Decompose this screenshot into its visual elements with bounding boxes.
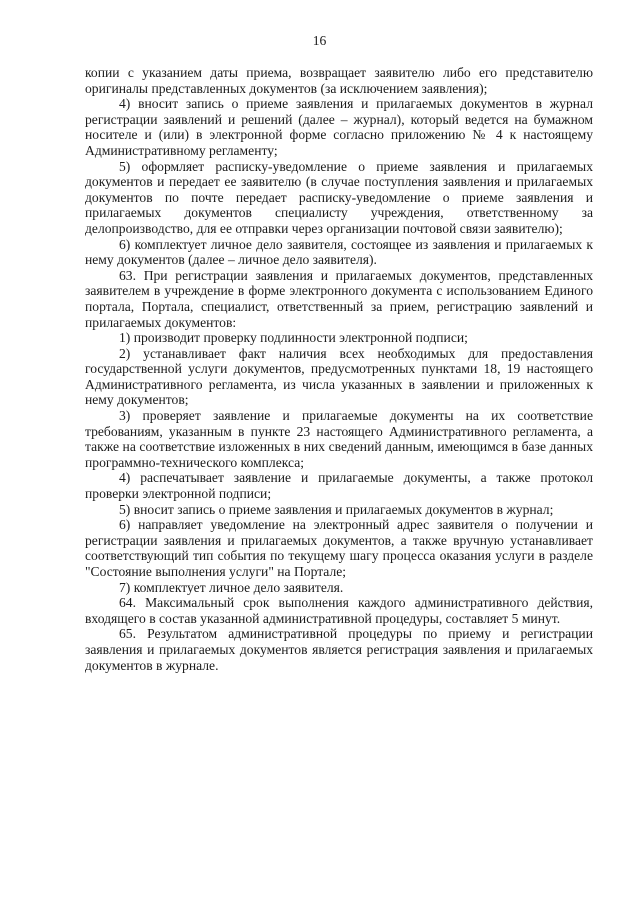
paragraph-63-item-3: 3) проверяет заявление и прилагаемые документы на их соответствие требованиям, указанным в пункте 23 настоящего Административного регламента, а также на соответствие изложенных в них сведений данным, имеющимся в базе данных программно-технического комплекса;	[85, 408, 593, 470]
paragraph-63-item-4: 4) распечатывает заявление и прилагаемые документы, а также протокол проверки электронной подписи;	[85, 470, 593, 502]
paragraph-section-65: 65. Результатом административной процедуры по приему и регистрации заявления и прилагаемых документов является регистрация заявления и прилагаемых документов в журнале.	[85, 626, 593, 673]
paragraph-item-5: 5) оформляет расписку-уведомление о приеме заявления и прилагаемых документов и передает ее заявителю (в случае поступления заявления и прилагаемых документов по почте передает расписку-уведомление о приеме заявления и прилагаемых документов специалисту учреждения, ответственному за делопроизводство, для ее отправки через организации почтовой связи заявителю);	[85, 158, 593, 236]
paragraph-63-item-7: 7) комплектует личное дело заявителя.	[119, 579, 344, 595]
paragraph-item-4: 4) вносит запись о приеме заявления и прилагаемых документов в журнал регистрации заявлений и решений (далее – журнал), который ведется на бумажном носителе и (или) в электронной форме согласно приложению № 4 к настоящему Административному регламенту;	[85, 96, 593, 158]
paragraph-item-6: 6) комплектует личное дело заявителя, состоящее из заявления и прилагаемых к нему документов (далее – личное дело заявителя).	[85, 236, 593, 268]
paragraph-63-item-2: 2) устанавливает факт наличия всех необходимых для предоставления государственной услуги документов, предусмотренных пунктами 18, 19 настоящего Административного регламента, из числа указанных в заявлении и приложенных к нему документов;	[85, 345, 593, 408]
page-number: 16	[312, 33, 327, 48]
paragraph-continuation: копии с указанием даты приема, возвращает заявителю либо его представителю оригиналы представленных документов (за исключением заявления);	[85, 65, 593, 96]
paragraph-63-item-1: 1) производит проверку подлинности электронной подписи;	[119, 330, 468, 346]
document-body	[85, 65, 593, 673]
paragraph-section-64: 64. Максимальный срок выполнения каждого административного действия, входящего в состав указанной административной процедуры, составляет 5 минут.	[85, 595, 593, 626]
paragraph-63-item-6: 6) направляет уведомление на электронный адрес заявителя о получении и регистрации заявления и прилагаемых документов, а также вручную устанавливает соответствующий тип события по текущему шагу процесса оказания услуги в разделе "Состояние выполнения услуги" на Портале;	[85, 517, 593, 579]
paragraph-63-item-5: 5) вносит запись о приеме заявления и прилагаемых документов в журнал;	[119, 501, 554, 517]
paragraph-section-63: 63. При регистрации заявления и прилагаемых документов, представленных заявителем в учреждение в форме электронного документа с использованием Единого портала, Портала, специалист, ответственный за прием, регистрацию заявлений и прилагаемых документов:	[85, 267, 593, 330]
